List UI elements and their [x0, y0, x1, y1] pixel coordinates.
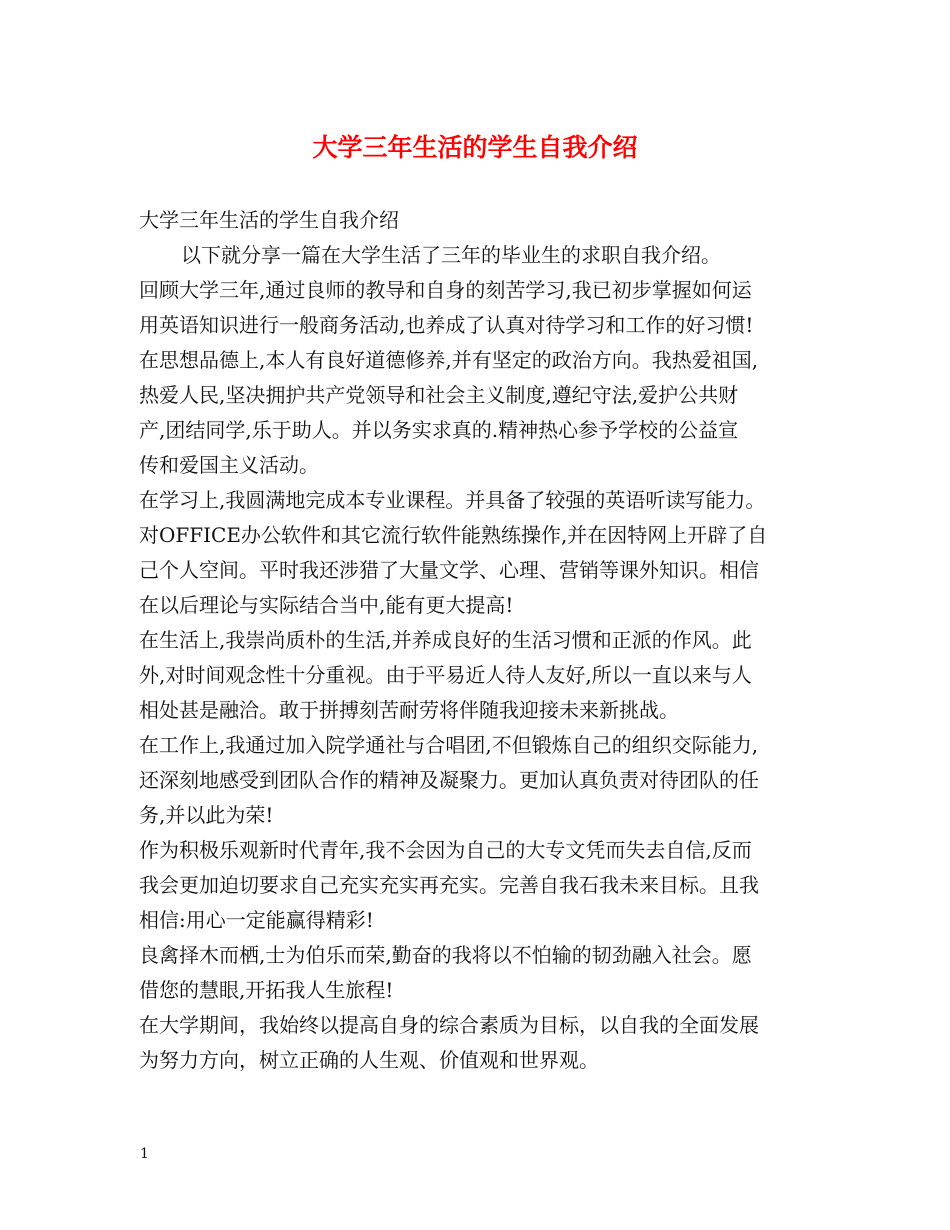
body-line: 以下就分享一篇在大学生活了三年的毕业生的求职自我介绍。	[181, 243, 721, 267]
body-line: 我会更加迫切要求自己充实充实再充实。完善自我石我未来目标。且我	[139, 873, 759, 897]
body-line: 在工作上,我通过加入院学通社与合唱团,不但锻炼自己的组织交际能力,	[139, 733, 759, 757]
body-line: 对OFFICE办公软件和其它流行软件能熟练操作,并在因特网上开辟了自	[139, 523, 768, 547]
body-line: 相处甚是融洽。敢于拼搏刻苦耐劳将伴随我迎接未来新挑战。	[139, 698, 679, 722]
body-line: 相信:用心一定能赢得精彩!	[139, 908, 374, 932]
body-line: 热爱人民,坚决拥护共产党领导和社会主义制度,遵纪守法,爱护公共财	[139, 383, 739, 407]
body-line: 在思想品德上,本人有良好道德修养,并有坚定的政治方向。我热爱祖国,	[139, 348, 759, 372]
body-line: 回顾大学三年,通过良师的教导和自身的刻苦学习,我已初步掌握如何运	[139, 278, 752, 302]
body-line: 己个人空间。平时我还涉猎了大量文学、心理、营销等课外知识。相信	[139, 558, 759, 582]
body-line: 还深刻地感受到团队合作的精神及凝聚力。更加认真负责对待团队的任	[139, 768, 759, 792]
document-title: 大学三年生活的学生自我介绍	[312, 133, 638, 162]
body-line: 在大学期间，我始终以提高自身的综合素质为目标，以自我的全面发展	[139, 1013, 759, 1037]
body-line: 借您的慧眼,开拓我人生旅程!	[139, 978, 394, 1002]
body-line: 务,并以此为荣!	[139, 803, 274, 827]
body-line: 传和爱国主义活动。	[139, 453, 319, 477]
body-line: 外,对时间观念性十分重视。由于平易近人待人友好,所以一直以来与人	[139, 663, 752, 687]
body-line: 在以后理论与实际结合当中,能有更大提高!	[139, 593, 514, 617]
body-line: 用英语知识进行一般商务活动,也养成了认真对待学习和工作的好习惯!	[139, 313, 754, 337]
body-line: 在生活上,我崇尚质朴的生活,并养成良好的生活习惯和正派的作风。此	[139, 628, 752, 652]
body-line: 作为积极乐观新时代青年,我不会因为自己的大专文凭而失去自信,反而	[139, 838, 752, 862]
body-line: 在学习上,我圆满地完成本专业课程。并具备了较强的英语听读写能力。	[139, 488, 766, 512]
document-body	[139, 203, 839, 1078]
body-line: 产,团结同学,乐于助人。并以务实求真的.精神热心参予学校的公益宣	[139, 418, 739, 442]
body-line: 大学三年生活的学生自我介绍	[139, 208, 399, 232]
body-line: 为努力方向，树立正确的人生观、价值观和世界观。	[139, 1048, 599, 1072]
page-number: 1	[140, 1146, 149, 1162]
body-line: 良禽择木而栖,士为伯乐而荣,勤奋的我将以不怕输的韧劲融入社会。愿	[139, 943, 752, 967]
